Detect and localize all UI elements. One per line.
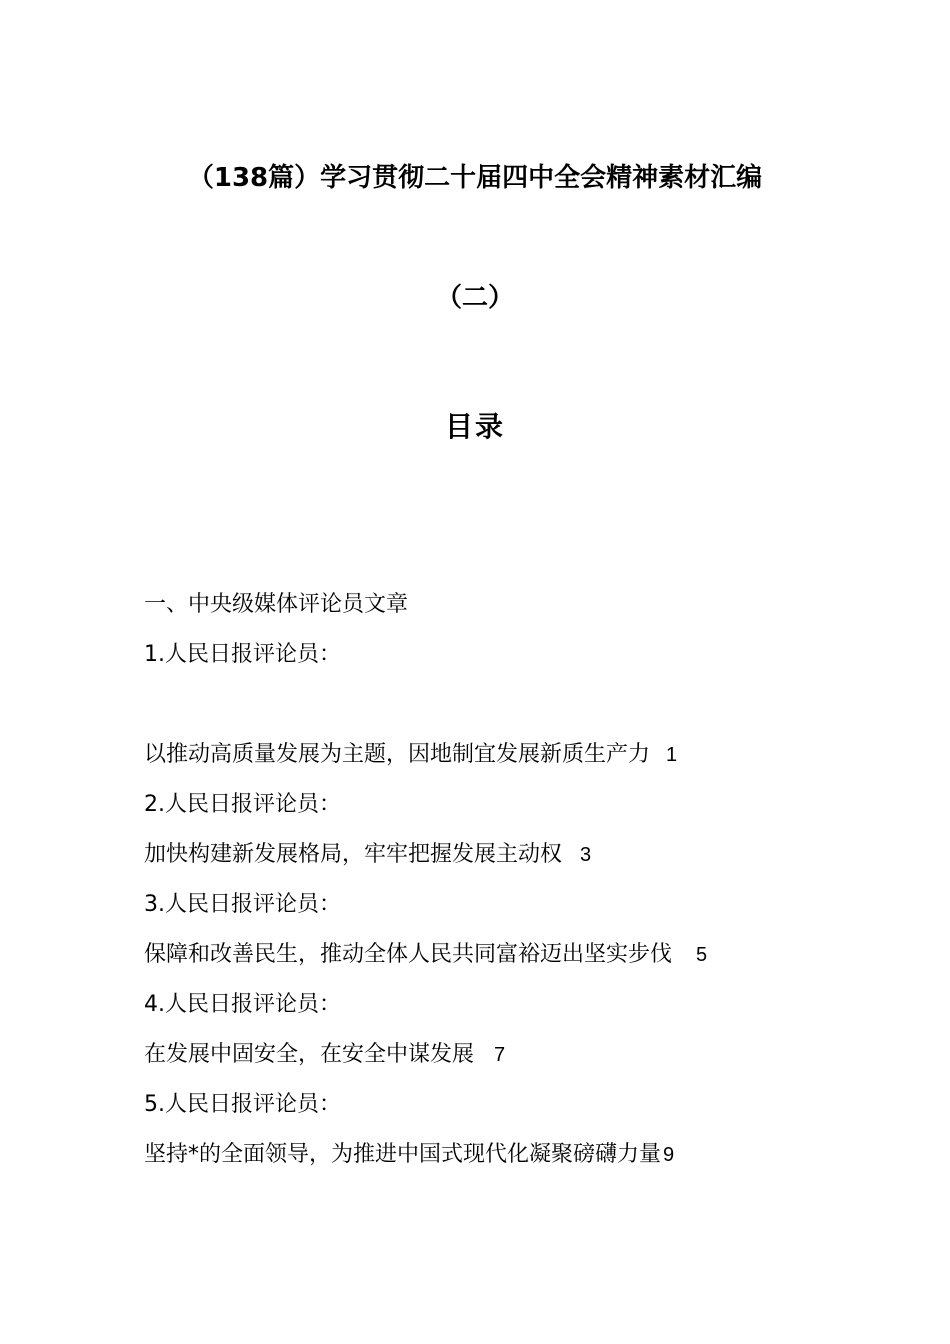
toc-page-number: 9 <box>663 1144 675 1166</box>
toc-page-number: 5 <box>696 944 708 966</box>
toc-entry[interactable] <box>144 740 677 770</box>
toc-entry-label: 3.人民日报评论员： <box>144 892 341 917</box>
toc-entry-label: 2.人民日报评论员： <box>144 792 341 817</box>
toc-entry[interactable] <box>144 1040 505 1070</box>
toc-entry-label: 5.人民日报评论员： <box>144 1092 341 1117</box>
toc-entry[interactable] <box>144 940 707 970</box>
toc-entry-title: 保障和改善民生，推动全体人民共同富裕迈出坚实步伐 <box>144 942 673 967</box>
toc-page-number: 3 <box>580 844 592 866</box>
toc-entry-label: 4.人民日报评论员： <box>144 992 341 1017</box>
toc-entry[interactable] <box>144 1140 674 1170</box>
toc-page-number: 1 <box>666 744 678 766</box>
toc-entry-title: 以推动高质量发展为主题，因地制宜发展新质生产力 <box>144 742 651 767</box>
toc-entry-title: 坚持*的全面领导，为推进中国式现代化凝聚磅礴力量 <box>144 1142 662 1167</box>
toc-entry-title: 在发展中固安全，在安全中谋发展 <box>144 1042 475 1067</box>
toc-entry-label: 1.人民日报评论员： <box>144 642 341 667</box>
toc-entry[interactable] <box>144 840 591 870</box>
toc-page-number: 7 <box>494 1044 506 1066</box>
document-title: （138篇）学习贯彻二十届四中全会精神素材汇编 <box>187 163 763 193</box>
toc-section-heading: 一、中央级媒体评论员文章 <box>144 592 409 617</box>
document-subtitle: （二） <box>435 283 514 313</box>
toc-heading: 目录 <box>444 410 505 443</box>
toc-entry-title: 加快构建新发展格局，牢牢把握发展主动权 <box>144 842 563 867</box>
